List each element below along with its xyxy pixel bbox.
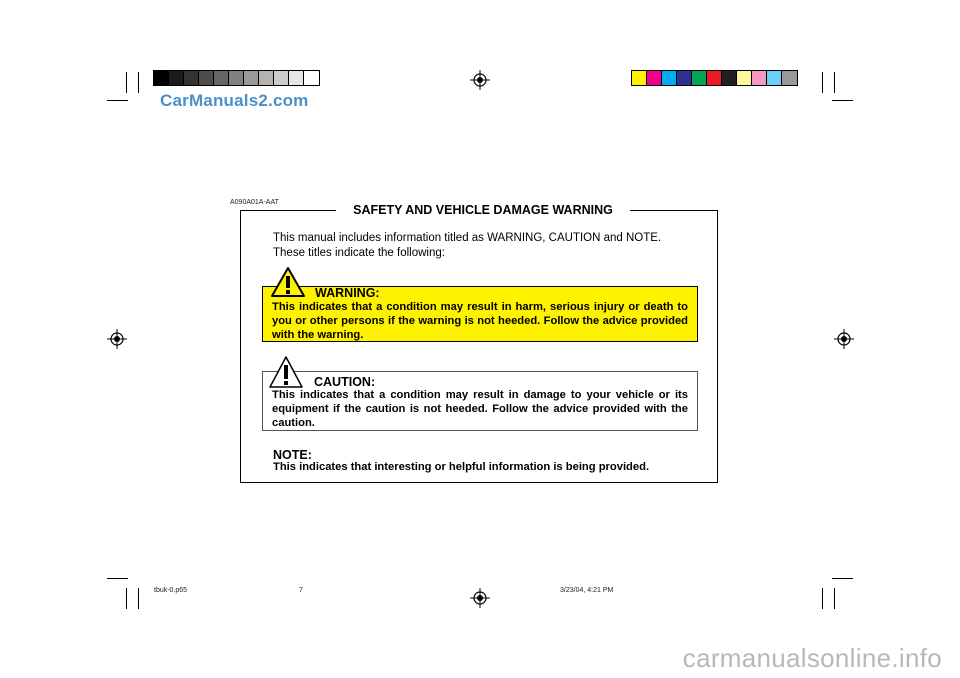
note-heading: NOTE: [273,448,312,462]
registration-mark-icon [834,329,854,349]
caution-text: This indicates that a condition may result in damage to your vehicle or its equipment if the caution is not heeded. Follow the advice provided with the caution. [272,389,688,429]
crop-mark [832,578,853,579]
grayscale-swatch [199,71,214,85]
grayscale-swatch [154,71,169,85]
page-title: SAFETY AND VEHICLE DAMAGE WARNING [336,203,630,217]
crop-mark [138,72,139,93]
color-swatch [677,71,692,85]
registration-mark-icon [470,70,490,90]
warning-triangle-icon [270,266,306,298]
grayscale-swatch [169,71,184,85]
crop-mark [107,100,128,101]
intro-line-1: This manual includes information titled as WARNING, CAUTION and NOTE. [273,232,662,244]
crop-mark [822,72,823,93]
registration-mark-icon [470,588,490,608]
warning-heading: WARNING: [315,286,380,300]
intro-line-2: These titles indicate the following: [273,246,445,259]
footer-file: tbuk-0.p65 [154,587,188,594]
color-swatch [662,71,677,85]
section-code: A090A01A-AAT [230,199,279,206]
grayscale-swatch [244,71,259,85]
color-bar [631,70,798,86]
grayscale-swatch [184,71,199,85]
color-swatch [737,71,752,85]
crop-mark [138,588,139,609]
color-swatch [707,71,722,85]
warning-triangle-icon [268,355,304,389]
crop-mark [107,578,128,579]
crop-mark [126,72,127,93]
grayscale-swatch [289,71,304,85]
warning-text: This indicates that a condition may result in harm, serious injury or death to you or other persons if the warning is not heeded. Follow the advice provided with the warning. [272,301,688,341]
grayscale-swatch [214,71,229,85]
crop-mark [834,588,835,609]
crop-mark [832,100,853,101]
registration-mark-icon [107,329,127,349]
site-watermark: carmanualsonline.info [682,643,942,673]
color-swatch [647,71,662,85]
crop-mark [834,72,835,93]
footer-page: 7 [299,587,303,594]
grayscale-bar [153,70,320,86]
watermark-logo: CarManuals2.com [160,91,309,110]
color-swatch [767,71,782,85]
crop-mark [126,588,127,609]
color-swatch [722,71,737,85]
color-swatch [752,71,767,85]
intro-text [273,231,661,260]
color-swatch [632,71,647,85]
crop-mark [822,588,823,609]
grayscale-swatch [274,71,289,85]
note-text: This indicates that interesting or helpful information is being provided. [273,461,650,473]
color-swatch [782,71,797,85]
grayscale-swatch [229,71,244,85]
caution-heading: CAUTION: [314,375,376,389]
footer-date: 3/23/04, 4:21 PM [560,587,614,594]
grayscale-swatch [304,71,319,85]
grayscale-swatch [259,71,274,85]
color-swatch [692,71,707,85]
